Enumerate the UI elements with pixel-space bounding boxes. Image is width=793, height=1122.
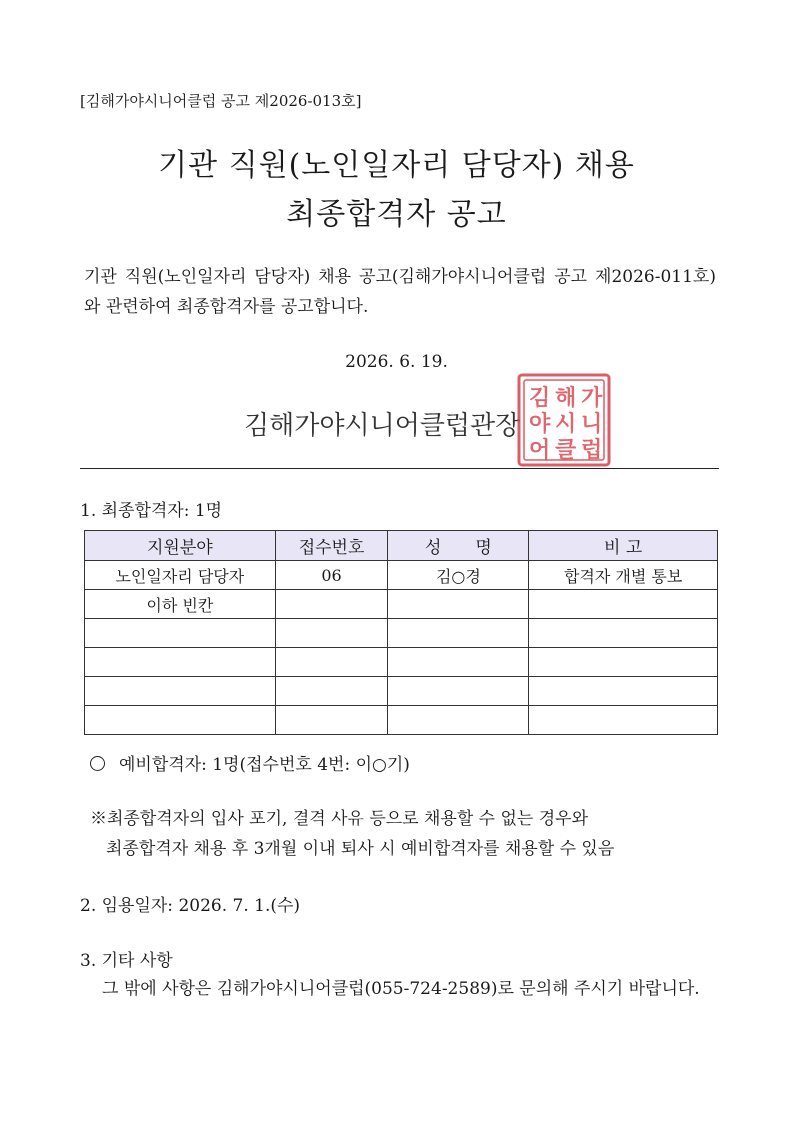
table-cell <box>388 677 529 706</box>
svg-text:해: 해 <box>555 386 577 411</box>
header-number: 접수번호 <box>275 531 388 561</box>
table-header-row <box>85 531 718 561</box>
svg-text:야: 야 <box>529 412 551 437</box>
svg-text:가: 가 <box>581 386 603 411</box>
section3-body: 그 밖에 사항은 김해가야시니어클럽(055-724-2589)로 문의해 주시기 바랍니다. <box>102 979 700 999</box>
table-cell: 합격자 개별 통보 <box>529 561 718 590</box>
svg-text:클: 클 <box>555 438 577 463</box>
table-cell <box>388 648 529 677</box>
document-title-line2: 최종합격자 공고 <box>286 197 507 232</box>
table-cell: 노인일자리 담당자 <box>85 561 276 590</box>
table-cell <box>85 706 276 735</box>
table-cell <box>529 706 718 735</box>
section1-title: 1. 최종합격자: 1명 <box>80 501 223 521</box>
notice-date: 2026. 6. 19. <box>345 352 448 372</box>
table-cell <box>388 706 529 735</box>
organization-signature: 김해가야시니어클럽관장 <box>244 411 521 441</box>
table-cell <box>85 677 276 706</box>
table-cell <box>275 677 388 706</box>
table-row <box>85 648 718 677</box>
preliminary-line <box>90 750 410 775</box>
table-cell <box>529 648 718 677</box>
table-cell <box>275 706 388 735</box>
table-cell <box>275 619 388 648</box>
official-seal-icon <box>515 371 613 469</box>
intro-paragraph: 기관 직원(노인일자리 담당자) 채용 공고(김해가야시니어클럽 공고 제2026-011호)와 관련하여 최종합격자를 공고합니다. <box>84 267 716 317</box>
table-cell <box>388 590 529 619</box>
section3-title: 3. 기타 사항 <box>80 951 173 971</box>
result-table <box>84 530 718 735</box>
svg-text:시: 시 <box>555 412 577 437</box>
table-cell: 06 <box>275 561 388 590</box>
table-cell <box>529 677 718 706</box>
document-title-line1: 기관 직원(노인일자리 담당자) 채용 <box>158 148 635 183</box>
svg-text:김: 김 <box>529 386 551 411</box>
svg-text:니: 니 <box>581 412 603 437</box>
header-remark: 비 고 <box>529 531 718 561</box>
table-row <box>85 677 718 706</box>
table-cell <box>529 619 718 648</box>
table-cell <box>85 619 276 648</box>
divider <box>80 468 719 469</box>
note-line1: ※최종합격자의 입사 포기, 결격 사유 등으로 채용할 수 없는 경우와 <box>90 809 589 829</box>
table-row <box>85 619 718 648</box>
header-field: 지원분야 <box>85 531 276 561</box>
table-cell <box>388 619 529 648</box>
table-row <box>85 561 718 590</box>
section2-start-date: 2. 임용일자: 2026. 7. 1.(수) <box>80 896 301 916</box>
table-row <box>85 706 718 735</box>
table-cell <box>275 590 388 619</box>
circle-bullet-icon <box>90 756 105 771</box>
notice-number: [김해가야시니어클럽 공고 제2026-013호] <box>80 92 362 110</box>
svg-text:럽: 럽 <box>581 438 603 463</box>
table-cell <box>529 590 718 619</box>
header-name: 성 명 <box>388 531 529 561</box>
table-cell <box>275 648 388 677</box>
table-cell: 김○경 <box>388 561 529 590</box>
svg-text:어: 어 <box>529 438 551 463</box>
table-cell <box>85 648 276 677</box>
table-cell: 이하 빈칸 <box>85 590 276 619</box>
table-row <box>85 590 718 619</box>
note-line2: 최종합격자 채용 후 3개월 이내 퇴사 시 예비합격자를 채용할 수 있음 <box>106 839 615 859</box>
preliminary-text: 예비합격자: 1명(접수번호 4번: 이○기) <box>119 755 410 775</box>
